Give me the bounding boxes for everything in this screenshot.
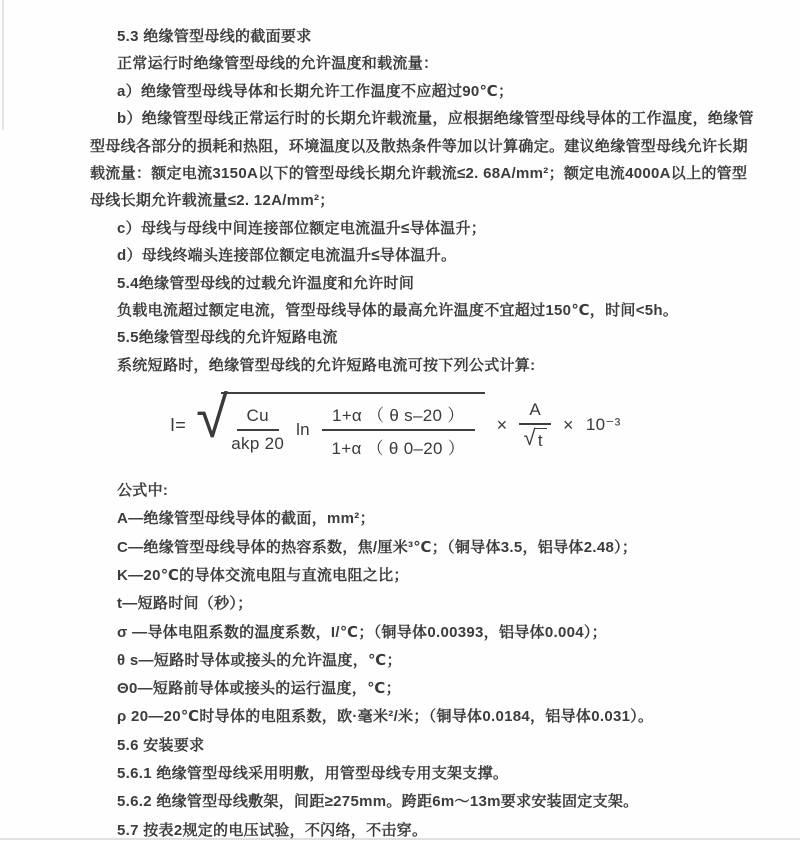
definition-line: C—绝缘管型母线导体的热容系数，焦/厘米³℃；（铜导体3.5，铝导体2.48）； <box>117 538 638 556</box>
multiply-sign: × <box>496 414 508 435</box>
scan-edge-artifact-left <box>2 0 4 130</box>
heading-5-6: 5.6 安装要求 <box>117 736 205 754</box>
paragraph-line: 正常运行时绝缘管型母线的允许温度和载流量： <box>117 55 439 73</box>
radical-sign-icon: √ <box>523 424 536 450</box>
fraction-denominator <box>524 425 547 451</box>
short-circuit-current-formula <box>90 379 730 471</box>
sqrt-t-operand: t <box>534 428 547 451</box>
fraction-denominator: akp 20 <box>231 433 285 453</box>
paragraph-line: 型母线各部分的损耗和热阻，环境温度以及散热条件等加以计算确定。建议绝缘管型母线允许长期 <box>90 137 748 155</box>
heading-5-5: 5.5绝缘管型母线的允许短路电流 <box>117 329 338 347</box>
formula-fraction-ratio <box>322 401 475 459</box>
radical-sign-icon: √ <box>196 384 229 450</box>
paragraph-line: 系统短路时，绝缘管型母线的允许短路电流可按下列公式计算: <box>117 356 536 374</box>
fraction-numerator: Cu <box>237 406 279 431</box>
power-of-ten: 10⁻³ <box>585 415 621 435</box>
formula-square-root <box>196 384 484 459</box>
paragraph-line: 5.6.1 绝缘管型母线采用明敷，用管型母线专用支架支撑。 <box>117 765 509 783</box>
formula-fraction-a-sqrt-t <box>519 400 551 451</box>
definition-line: t—短路时间（秒）； <box>117 595 253 613</box>
radical-content <box>221 392 484 459</box>
formula-fraction-cu <box>231 406 284 454</box>
multiply-sign: × <box>563 414 574 435</box>
fraction-denominator: 1+α （ θ 0–20 ） <box>331 438 466 458</box>
fraction-numerator: 1+α （ θ s–20 ） <box>322 401 475 431</box>
paragraph-line: 5.6.2 绝缘管型母线敷架，间距≥275mm。跨距6m～13m要求安装固定支架。 <box>117 793 639 811</box>
section-definitions-to-5-7 <box>90 477 730 845</box>
formula-ln-operator: ln <box>296 419 310 439</box>
heading-5-4: 5.4绝缘管型母线的过载允许温度和允许时间 <box>117 274 415 292</box>
heading-5-7: 5.7 按表2规定的电压试验，不闪络，不击穿。 <box>117 821 428 839</box>
paragraph-line: d）母线终端头连接部位额定电流温升≤导体温升。 <box>117 247 457 265</box>
paragraph-line: a）绝缘管型母线导体和长期允许工作温度不应超过90℃； <box>117 82 514 100</box>
document-content <box>90 23 754 845</box>
formula-row <box>170 384 621 459</box>
paragraph-line: 母线长期允许载流量≤2. 12A/mm²； <box>90 192 335 210</box>
paragraph-line: 公式中: <box>117 482 169 500</box>
formula-lhs: I= <box>170 414 187 435</box>
paragraph-line: c）母线与母线中间连接部位额定电流温升≤导体温升； <box>117 219 487 237</box>
definition-line: K—20℃的导体交流电阻与直流电阻之比； <box>117 566 409 584</box>
heading-5-3: 5.3 绝缘管型母线的截面要求 <box>117 28 312 45</box>
paragraph-line: b）绝缘管型母线正常运行时的长期允许载流量，应根据绝缘管型母线导体的工作温度，绝缘管 <box>117 110 754 128</box>
fraction-numerator: A <box>519 400 551 425</box>
definition-line: θ s—短路时导体或接头的允许温度，℃； <box>117 651 402 669</box>
definition-line: A—绝缘管型母线导体的截面，mm²； <box>117 510 375 528</box>
definition-line: Θ0—短路前导体或接头的运行温度，℃； <box>117 680 401 698</box>
paragraph-line: 负载电流超过额定电流，管型母线导体的最高允许温度不宜超过150℃，时间<5h。 <box>117 301 679 319</box>
section-5-3-to-5-5 <box>90 23 754 379</box>
paragraph-line: 载流量：额定电流3150A以下的管型母线长期允许载流≤2. 68A/mm²；额定电流4000A以上的管型 <box>90 164 748 182</box>
definition-line: σ —导体电阻系数的温度系数，I/℃；（铜导体0.00393，铝导体0.004）； <box>117 623 607 641</box>
definition-line: ρ 20—20℃时导体的电阻系数，欧·毫米²/米；（铜导体0.0184，铝导体0.031）。 <box>117 708 654 726</box>
